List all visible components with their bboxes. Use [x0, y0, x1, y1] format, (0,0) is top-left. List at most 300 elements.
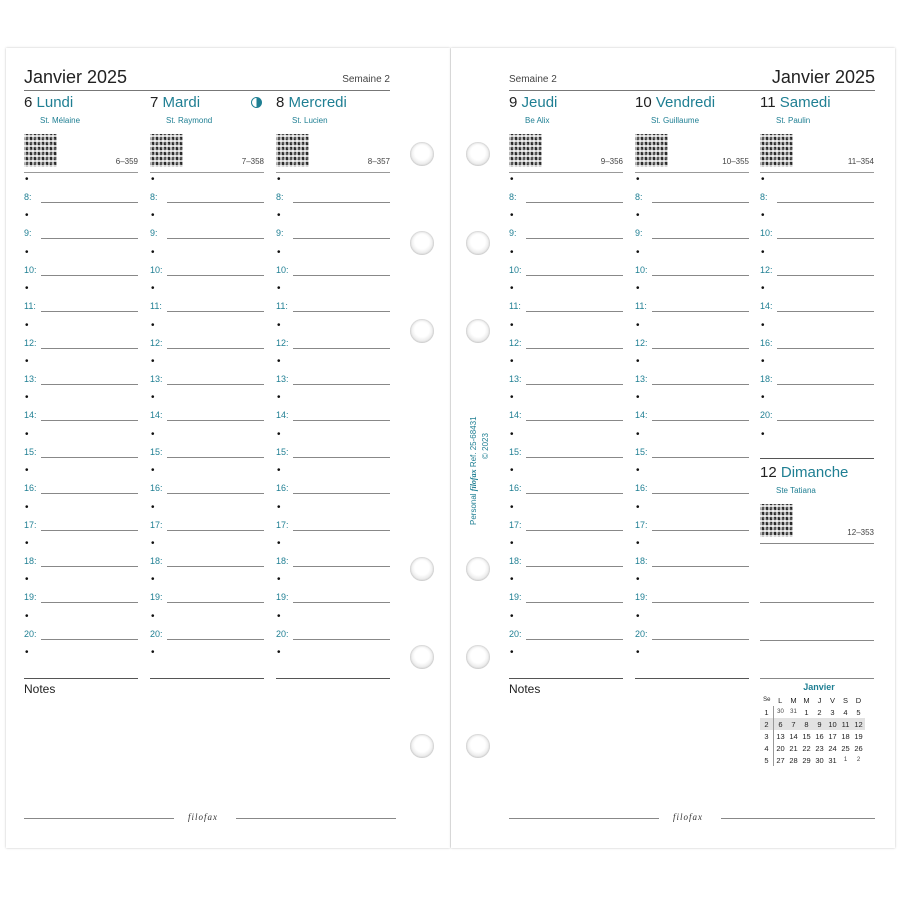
bullet: • [25, 319, 29, 331]
writing-line [293, 384, 390, 385]
hour-label: 14: [276, 410, 289, 421]
writing-line [652, 457, 749, 458]
day-column[interactable] [276, 94, 390, 680]
hour-label: 14: [760, 301, 773, 312]
saint-name: Ste Tatiana [776, 486, 816, 495]
bullet: • [151, 392, 155, 404]
hour-label: 11: [24, 301, 36, 312]
footer-logo: filofax [673, 812, 703, 822]
writing-line [526, 457, 623, 458]
saint-name: St. Mélaine [40, 116, 81, 125]
hour-label: 15: [276, 446, 289, 457]
bullet: • [151, 283, 155, 295]
hour-label: 20: [276, 628, 289, 639]
writing-line [41, 420, 138, 421]
time-slot[interactable] [635, 501, 749, 541]
hour-label: 8: [635, 192, 643, 202]
hour-label: 12: [276, 337, 289, 348]
writing-line [167, 348, 264, 349]
bullet: • [277, 610, 281, 622]
bullet: • [636, 501, 640, 513]
time-slot[interactable] [760, 176, 874, 213]
hour-label: 9: [150, 228, 158, 239]
mini-calendar [760, 682, 878, 766]
time-slot[interactable] [150, 576, 264, 613]
bullet: • [636, 428, 640, 440]
spine-line-2: © 2023 [481, 433, 490, 459]
spine-imprint [468, 335, 508, 535]
week-number: 4 [760, 742, 774, 754]
writing-line [41, 457, 138, 458]
day-number: 9 [509, 94, 518, 111]
day-name: Dimanche [780, 464, 849, 481]
time-slot[interactable] [509, 428, 623, 468]
calendar-day: 10 [826, 718, 839, 730]
day-header [150, 94, 200, 111]
writing-line [41, 384, 138, 385]
writing-line [167, 238, 264, 239]
writing-line [167, 602, 264, 603]
calendar-day: 22 [802, 743, 811, 753]
time-slot[interactable] [509, 319, 623, 359]
writing-line [652, 202, 749, 203]
writing-line [777, 275, 874, 276]
hour-label: 18: [150, 556, 163, 566]
time-slot[interactable] [150, 176, 264, 213]
qr-code-icon [276, 134, 309, 167]
bullet: • [636, 210, 640, 222]
time-slot[interactable] [509, 610, 623, 650]
time-slot[interactable] [24, 319, 138, 359]
time-slot[interactable] [635, 540, 749, 577]
calendar-day: 3 [830, 707, 835, 717]
hour-label: 15: [150, 446, 163, 457]
writing-line [167, 311, 264, 312]
time-slot[interactable] [150, 467, 264, 504]
bullet: • [761, 246, 765, 258]
writing-line [41, 238, 138, 239]
bullet: • [151, 210, 155, 222]
bullet: • [636, 174, 640, 185]
time-slot[interactable] [509, 649, 623, 686]
column-bottom-rule [24, 678, 138, 679]
bullet: • [151, 647, 155, 659]
binder-hole [410, 142, 434, 166]
bullet: • [25, 210, 29, 222]
writing-line [777, 311, 874, 312]
hour-label: 14: [24, 410, 37, 421]
hour-label: 20: [760, 410, 773, 421]
hour-label: 17: [24, 519, 37, 530]
writing-line [167, 566, 264, 567]
day-header-rule [276, 172, 390, 173]
time-slot[interactable] [276, 246, 390, 286]
weekday-header: S [842, 695, 848, 705]
bullet: • [25, 356, 29, 367]
week-label: Semaine 2 [342, 74, 390, 85]
time-slot[interactable] [150, 358, 264, 395]
time-slot[interactable] [760, 246, 874, 286]
bullet: • [510, 319, 514, 331]
day-column[interactable] [24, 94, 138, 680]
time-slot[interactable] [276, 540, 390, 577]
right-page [451, 48, 895, 848]
weekday-header: M [790, 695, 797, 705]
day-number: 10 [635, 94, 652, 111]
calendar-day: 30 [815, 755, 824, 765]
writing-line [526, 348, 623, 349]
day-number: 8 [276, 94, 285, 111]
time-slot[interactable] [276, 610, 390, 650]
qr-code-icon [150, 134, 183, 167]
bullet: • [636, 392, 640, 404]
hour-label: 9: [509, 228, 517, 239]
time-slot[interactable] [24, 540, 138, 577]
writing-line [777, 348, 874, 349]
time-slot[interactable] [150, 246, 264, 286]
day-header-rule [509, 172, 623, 173]
time-slot[interactable] [509, 212, 623, 249]
time-slot[interactable] [635, 576, 749, 613]
hour-label: 18: [509, 556, 522, 566]
time-slot[interactable] [24, 428, 138, 468]
hour-label: 10: [24, 264, 37, 275]
hour-label: 16: [150, 483, 163, 494]
notes-label: Notes [509, 682, 541, 696]
weekday-header: D [855, 695, 862, 705]
bullet: • [277, 465, 281, 477]
time-slot[interactable] [150, 285, 264, 322]
calendar-day: 29 [802, 755, 811, 765]
time-slot[interactable] [24, 576, 138, 613]
day-count: 10–355 [722, 157, 749, 166]
column-bottom-rule [150, 678, 264, 679]
time-slot[interactable] [150, 540, 264, 577]
hour-label: 9: [24, 228, 32, 239]
bullet: • [25, 574, 29, 586]
sunday-line [760, 640, 874, 641]
time-slot[interactable] [509, 501, 623, 541]
writing-line [167, 493, 264, 494]
time-slot[interactable] [760, 285, 874, 322]
writing-line [167, 457, 264, 458]
time-slot[interactable] [276, 649, 390, 686]
time-slot[interactable] [276, 319, 390, 359]
time-slot[interactable] [24, 649, 138, 686]
hour-label: 13: [24, 374, 37, 384]
bullet: • [636, 246, 640, 258]
binder-hole [466, 557, 490, 581]
day-header [509, 94, 557, 111]
time-slot[interactable] [276, 467, 390, 504]
hour-label: 13: [276, 374, 289, 384]
bullet: • [151, 319, 155, 331]
time-slot[interactable] [150, 319, 264, 359]
bullet: • [277, 574, 281, 586]
day-number: 12 [760, 464, 777, 481]
bullet: • [761, 392, 765, 404]
bullet: • [25, 392, 29, 404]
time-slot[interactable] [24, 212, 138, 249]
writing-line [652, 348, 749, 349]
sunday-top-rule [760, 458, 874, 459]
bullet: • [277, 538, 281, 549]
time-slot[interactable] [276, 358, 390, 395]
writing-line [41, 566, 138, 567]
time-slot[interactable] [150, 610, 264, 650]
time-slot[interactable] [635, 467, 749, 504]
bullet: • [25, 246, 29, 258]
hour-label: 14: [509, 410, 522, 421]
weekday-header: J [817, 695, 822, 705]
time-slot[interactable] [760, 358, 874, 395]
time-slot[interactable] [760, 394, 874, 431]
bullet: • [510, 501, 514, 513]
time-slot[interactable] [509, 176, 623, 213]
writing-line [293, 602, 390, 603]
time-slot[interactable] [276, 212, 390, 249]
writing-line [652, 530, 749, 531]
binder-hole [410, 231, 434, 255]
footer-logo: filofax [188, 812, 218, 822]
bullet: • [510, 283, 514, 295]
day-column[interactable] [150, 94, 264, 680]
day-count: 9–356 [600, 157, 623, 166]
bullet: • [151, 246, 155, 258]
hour-label: 17: [150, 519, 163, 530]
time-slot[interactable] [509, 285, 623, 322]
hour-label: 11: [276, 301, 288, 312]
hour-label: 16: [760, 337, 773, 348]
bullet: • [636, 283, 640, 295]
time-slot[interactable] [24, 176, 138, 213]
calendar-day: 31 [828, 755, 837, 765]
day-number: 11 [760, 94, 776, 111]
writing-line [167, 639, 264, 640]
day-count: 8–357 [367, 157, 390, 166]
day-block-sunday[interactable] [760, 458, 874, 678]
time-slot[interactable] [150, 501, 264, 541]
day-count: 12–353 [847, 528, 874, 537]
writing-line [526, 384, 623, 385]
time-slot[interactable] [509, 467, 623, 504]
writing-line [293, 275, 390, 276]
week-number: 2 [760, 718, 774, 730]
bullet: • [277, 428, 281, 440]
time-slot[interactable] [635, 428, 749, 468]
time-slot[interactable] [24, 246, 138, 286]
calendar-day: 11 [839, 718, 852, 730]
bullet: • [761, 210, 765, 222]
first-quarter-moon-icon [251, 97, 262, 108]
calendar-day: 19 [854, 731, 863, 741]
saint-name: Be Alix [525, 116, 550, 125]
calendar-day: 2 [817, 707, 822, 717]
writing-line [167, 202, 264, 203]
time-slot[interactable] [276, 501, 390, 541]
writing-line [526, 275, 623, 276]
calendar-day: 12 [852, 718, 865, 730]
day-column[interactable] [509, 94, 623, 680]
time-slot[interactable] [509, 246, 623, 286]
calendar-day: 25 [841, 743, 850, 753]
writing-line [167, 275, 264, 276]
calendar-day: 26 [854, 743, 863, 753]
writing-line [293, 457, 390, 458]
day-number: 7 [150, 94, 159, 111]
bullet: • [151, 428, 155, 440]
time-slot[interactable] [276, 176, 390, 213]
bullet: • [25, 538, 29, 549]
bullet: • [25, 465, 29, 477]
time-slot[interactable] [635, 610, 749, 650]
binder-hole [410, 319, 434, 343]
hour-label: 20: [24, 628, 37, 639]
day-name: Samedi [779, 94, 831, 111]
calendar-day: 6 [774, 718, 788, 730]
day-name: Mardi [162, 94, 201, 111]
time-slot[interactable] [276, 428, 390, 468]
bullet: • [277, 392, 281, 404]
time-slot[interactable] [150, 649, 264, 686]
time-slot[interactable] [24, 358, 138, 395]
time-slot[interactable] [24, 467, 138, 504]
time-slot[interactable] [635, 649, 749, 686]
writing-line [526, 202, 623, 203]
writing-line [293, 530, 390, 531]
footer-rule-right [721, 818, 875, 819]
time-slot[interactable] [635, 319, 749, 359]
header-rule [509, 90, 875, 91]
qr-code-icon [509, 134, 542, 167]
time-slot[interactable] [635, 246, 749, 286]
day-column[interactable] [635, 94, 749, 680]
bullet: • [761, 428, 765, 440]
time-slot[interactable] [276, 576, 390, 613]
time-slot[interactable] [635, 176, 749, 213]
qr-code-icon [760, 134, 793, 167]
bullet: • [636, 647, 640, 659]
bullet: • [510, 465, 514, 477]
time-slot[interactable] [509, 576, 623, 613]
time-slot[interactable] [24, 610, 138, 650]
calendar-week-row [760, 730, 865, 742]
writing-line [41, 530, 138, 531]
calendar-day: 30 [777, 709, 784, 715]
mini-calendar-title: Janvier [803, 682, 835, 692]
bullet: • [277, 501, 281, 513]
bullet: • [277, 246, 281, 258]
bullet: • [510, 246, 514, 258]
hour-label: 16: [635, 483, 648, 494]
time-slot[interactable] [150, 394, 264, 431]
time-slot[interactable] [635, 212, 749, 249]
hour-label: 17: [509, 519, 522, 530]
bullet: • [151, 356, 155, 367]
bullet: • [151, 610, 155, 622]
day-name: Lundi [36, 94, 74, 111]
time-slot[interactable] [150, 428, 264, 468]
bullet: • [151, 465, 155, 477]
week-number: 5 [760, 754, 774, 766]
hour-label: 20: [635, 628, 648, 639]
hour-label: 8: [276, 192, 284, 202]
calendar-day: 8 [800, 718, 813, 730]
month-title: Janvier 2025 [24, 67, 128, 87]
bullet: • [25, 647, 29, 659]
calendar-day: 7 [787, 718, 800, 730]
time-slot[interactable] [635, 394, 749, 431]
hour-label: 10: [509, 264, 522, 275]
bullet: • [636, 319, 640, 331]
time-slot[interactable] [635, 285, 749, 322]
calendar-week-row [760, 754, 865, 766]
hour-label: 15: [635, 446, 648, 457]
spine-text [468, 416, 492, 525]
calendar-day: 14 [789, 731, 798, 741]
time-slot[interactable] [760, 212, 874, 249]
time-slot[interactable] [150, 212, 264, 249]
hour-label: 12: [150, 337, 163, 348]
day-header [276, 94, 347, 111]
hour-label: 13: [635, 374, 648, 384]
writing-line [526, 238, 623, 239]
writing-line [652, 420, 749, 421]
writing-line [652, 602, 749, 603]
writing-line [41, 275, 138, 276]
weekday-header: M [803, 695, 810, 705]
binder-hole [466, 645, 490, 669]
bullet: • [510, 174, 514, 185]
time-slot[interactable] [760, 319, 874, 359]
bullet: • [761, 356, 765, 367]
hour-label: 17: [635, 519, 648, 530]
calendar-day: 5 [856, 707, 861, 717]
time-slot[interactable] [509, 394, 623, 431]
bullet: • [636, 610, 640, 622]
time-slot[interactable] [24, 394, 138, 431]
hour-label: 19: [509, 592, 522, 603]
hour-label: 18: [24, 556, 37, 566]
spine-ref: Ref. 25-68431 [469, 416, 478, 468]
writing-line [293, 566, 390, 567]
writing-line [526, 639, 623, 640]
hour-label: 10: [760, 228, 773, 239]
time-slot[interactable] [24, 501, 138, 541]
left-page [6, 48, 450, 848]
day-header [635, 94, 715, 111]
bullet: • [151, 574, 155, 586]
day-header-rule [150, 172, 264, 173]
time-slot[interactable] [276, 394, 390, 431]
time-slot[interactable] [276, 285, 390, 322]
sunday-bottom-rule [760, 678, 874, 679]
writing-line [526, 602, 623, 603]
hour-label: 9: [635, 228, 643, 239]
time-slot[interactable] [24, 285, 138, 322]
time-slot[interactable] [509, 540, 623, 577]
time-slot[interactable] [509, 358, 623, 395]
hour-label: 12: [635, 337, 648, 348]
writing-line [41, 202, 138, 203]
binder-hole [466, 231, 490, 255]
hour-label: 12: [760, 264, 773, 275]
hour-label: 19: [276, 592, 289, 603]
time-slot[interactable] [635, 358, 749, 395]
calendar-day: 18 [841, 731, 850, 741]
hour-label: 8: [24, 192, 32, 202]
writing-line [652, 493, 749, 494]
